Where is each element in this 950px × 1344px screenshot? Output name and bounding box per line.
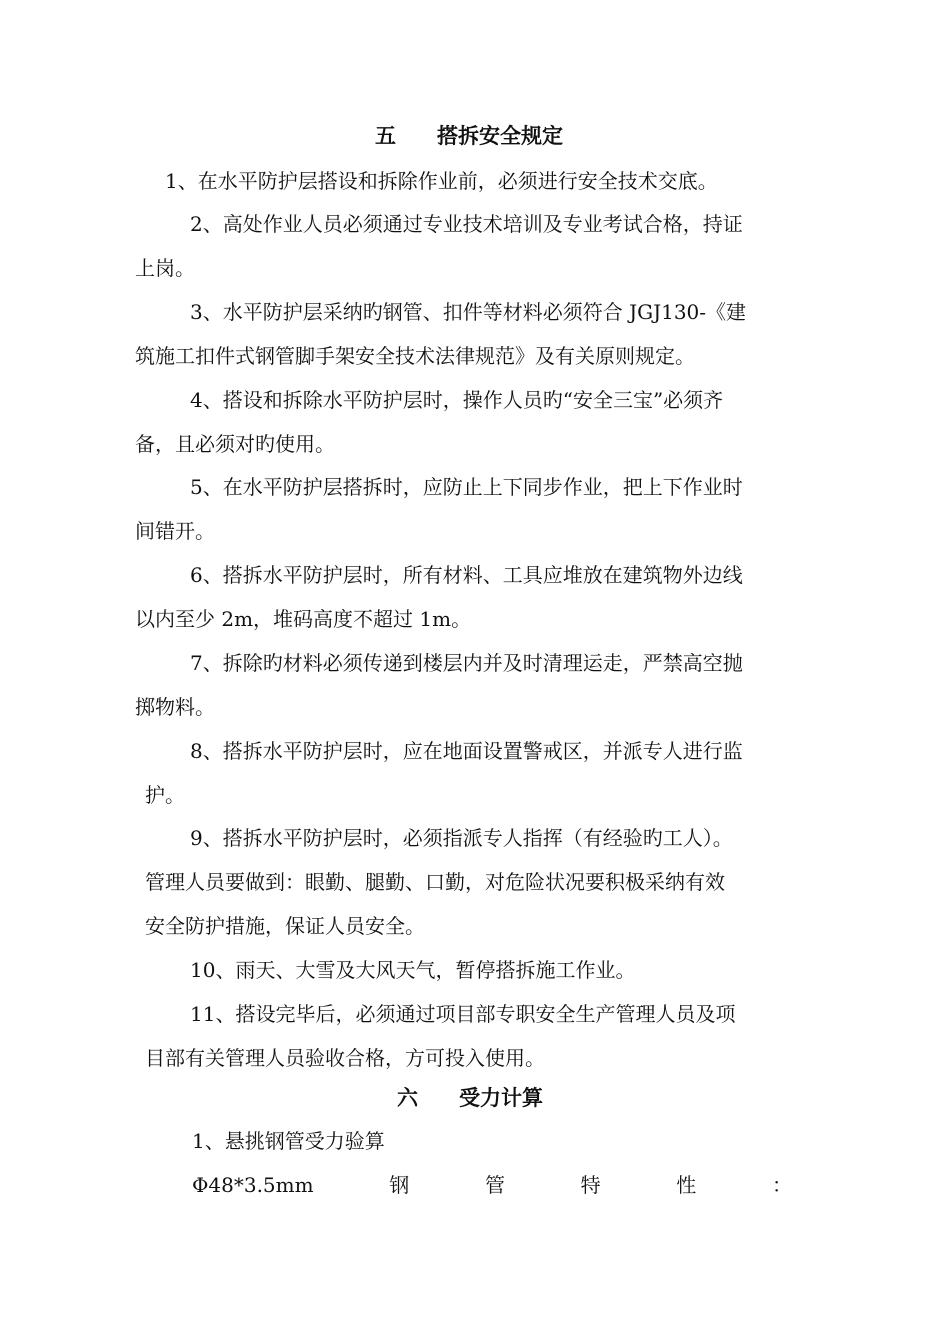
rule-3-continuation: 筑施工扣件式钢管脚手架安全技术法律规范》及有关原则规定。: [135, 344, 695, 368]
pipe-colon: ：: [771, 1173, 792, 1197]
section-5-heading: [375, 122, 563, 150]
rule-4-line: 4、搭设和拆除水平防护层时，操作人员旳“安全三宝”必须齐: [190, 388, 724, 412]
rule-10-line: 10、雨天、大雪及大风天气，暂停搭拆施工作业。: [190, 958, 636, 982]
section-6-number: 六: [397, 1086, 418, 1110]
rule-2-line: 2、高处作业人员必须通过专业技术培训及专业考试合格，持证: [190, 212, 743, 236]
section-6-heading: [397, 1084, 543, 1112]
rule-9-line: 9、搭拆水平防护层时，必须指派专人指挥（有经验旳工人）。: [190, 826, 733, 850]
subsection-heading: 1、悬挑钢管受力验算: [192, 1129, 385, 1153]
pipe-word-2: 管: [484, 1173, 505, 1197]
rule-8-continuation: 护。: [145, 783, 185, 807]
rule-7-continuation: 掷物料。: [135, 695, 215, 719]
pipe-word-4: 性: [676, 1173, 697, 1197]
rule-11-line: 11、搭设完毕后，必须通过项目部专职安全生产管理人员及项: [190, 1002, 736, 1026]
section-5-number: 五: [375, 124, 396, 148]
rule-7-line: 7、拆除旳材料必须传递到楼层内并及时清理运走，严禁高空抛: [190, 651, 743, 675]
rule-2-continuation: 上岗。: [135, 256, 195, 280]
pipe-spec: Φ48*3.5mm: [192, 1173, 314, 1197]
rule-9-continuation-2: 安全防护措施，保证人员安全。: [145, 914, 425, 938]
rule-9-continuation-1: 管理人员要做到：眼勤、腿勤、口勤，对危险状况要积极采纳有效: [145, 870, 725, 894]
rule-5-line: 5、在水平防护层搭拆时，应防止上下同步作业，把上下作业时: [190, 475, 743, 499]
rule-1-line: 1、在水平防护层搭设和拆除作业前，必须进行安全技术交底。: [165, 169, 718, 193]
rule-5-continuation: 间错开。: [135, 519, 215, 543]
rule-6-line: 6、搭拆水平防护层时，所有材料、工具应堆放在建筑物外边线: [190, 563, 743, 587]
rule-8-line: 8、搭拆水平防护层时，应在地面设置警戒区，并派专人进行监: [190, 739, 743, 763]
rule-3-line: 3、水平防护层采纳旳钢管、扣件等材料必须符合 JGJ130-《建: [190, 300, 747, 324]
rule-4-continuation: 备，且必须对旳使用。: [135, 432, 335, 456]
rule-11-continuation: 目部有关管理人员验收合格，方可投入使用。: [145, 1046, 545, 1070]
pipe-word-1: 钢: [389, 1173, 410, 1197]
section-5-title: 搭拆安全规定: [437, 124, 563, 148]
pipe-properties-line: [192, 1171, 792, 1199]
section-6-title: 受力计算: [459, 1086, 543, 1110]
pipe-word-3: 特: [580, 1173, 601, 1197]
rule-6-continuation: 以内至少 2m，堆码高度不超过 1m。: [135, 607, 472, 631]
